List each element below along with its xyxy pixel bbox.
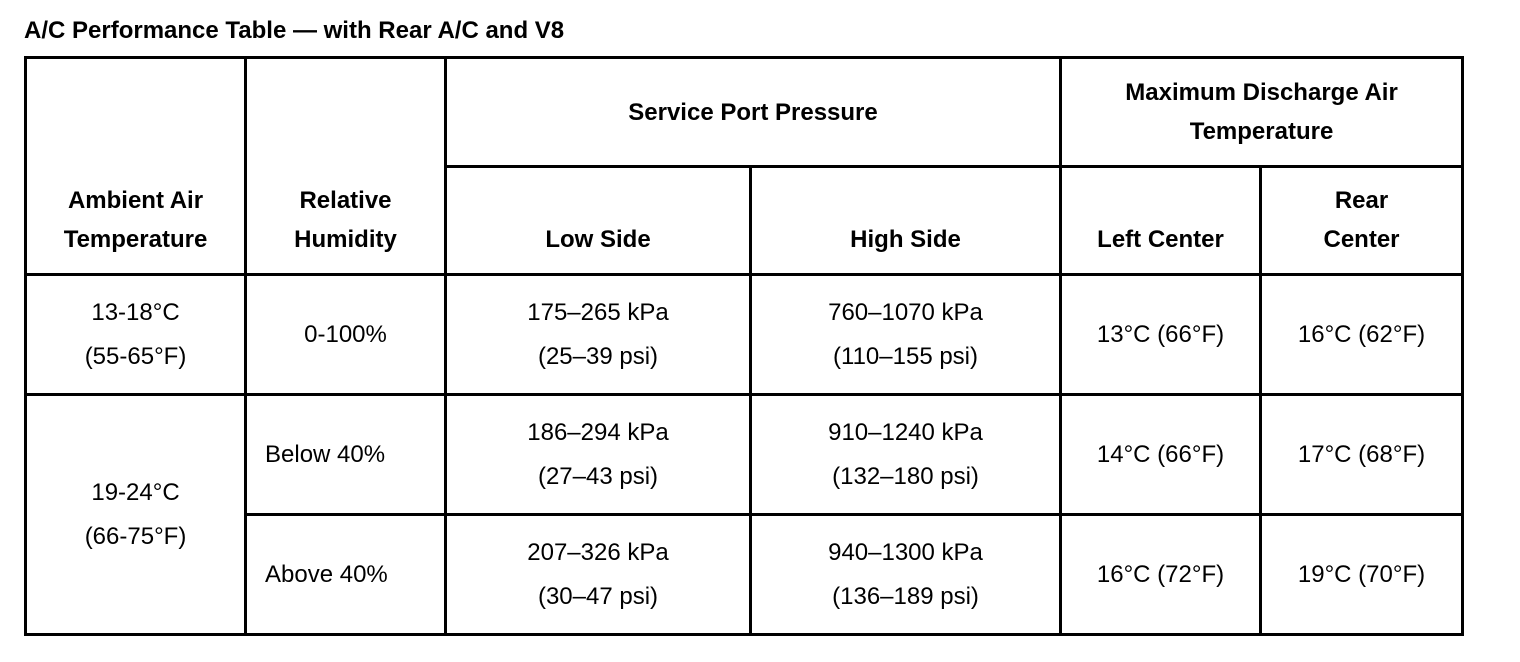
ambient-temperature-cell: 19-24°C (66-75°F) <box>26 395 246 635</box>
left-center-temperature-cell: 13°C (66°F) <box>1061 275 1261 395</box>
low-side-pressure-cell: 175–265 kPa (25–39 psi) <box>446 275 751 395</box>
header-ambient-air-temperature: Ambient Air Temperature <box>26 58 246 275</box>
left-center-temperature-cell: 14°C (66°F) <box>1061 395 1261 515</box>
header-rear-center: Rear Center <box>1261 167 1463 275</box>
header-maximum-discharge-air-temperature: Maximum Discharge Air Temperature <box>1061 58 1463 167</box>
header-row-group <box>26 58 1463 167</box>
low-side-pressure-cell: 186–294 kPa (27–43 psi) <box>446 395 751 515</box>
header-high-side: High Side <box>751 167 1061 275</box>
humidity-cell: Below 40% <box>246 395 446 515</box>
high-side-pressure-cell: 940–1300 kPa (136–189 psi) <box>751 515 1061 635</box>
humidity-cell: Above 40% <box>246 515 446 635</box>
low-side-pressure-cell: 207–326 kPa (30–47 psi) <box>446 515 751 635</box>
left-center-temperature-cell: 16°C (72°F) <box>1061 515 1261 635</box>
rear-center-temperature-cell: 19°C (70°F) <box>1261 515 1463 635</box>
header-left-center: Left Center <box>1061 167 1261 275</box>
rear-center-temperature-cell: 17°C (68°F) <box>1261 395 1463 515</box>
high-side-pressure-cell: 760–1070 kPa (110–155 psi) <box>751 275 1061 395</box>
header-relative-humidity: Relative Humidity <box>246 58 446 275</box>
header-service-port-pressure: Service Port Pressure <box>446 58 1061 167</box>
rear-center-temperature-cell: 16°C (62°F) <box>1261 275 1463 395</box>
ac-performance-table <box>24 56 1464 636</box>
table-row <box>26 275 1463 395</box>
table-title: A/C Performance Table — with Rear A/C and V8 <box>24 17 565 44</box>
header-low-side: Low Side <box>446 167 751 275</box>
humidity-cell: 0-100% <box>246 275 446 395</box>
table-row <box>26 395 1463 515</box>
ambient-temperature-cell: 13-18°C (55-65°F) <box>26 275 246 395</box>
high-side-pressure-cell: 910–1240 kPa (132–180 psi) <box>751 395 1061 515</box>
